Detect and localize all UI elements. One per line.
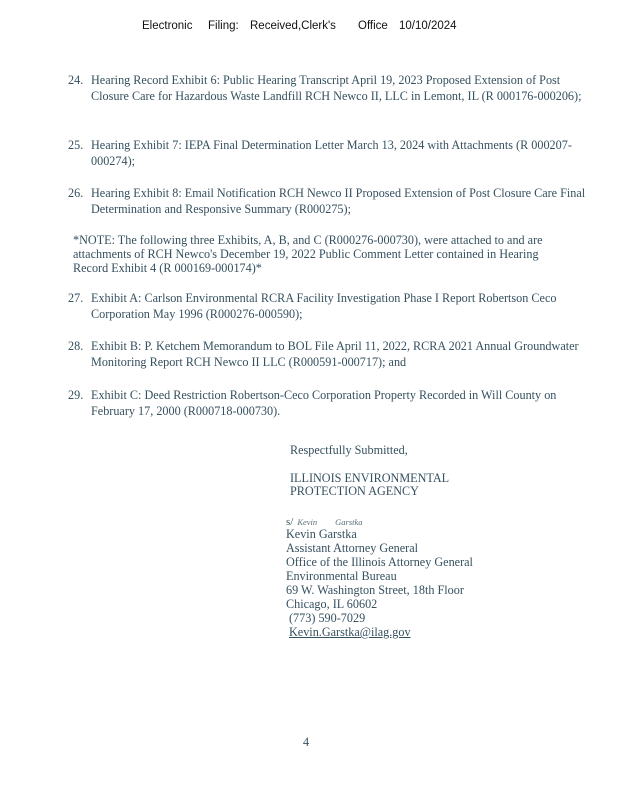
signer-email-link[interactable]: Kevin.Garstka@ilag.gov [289, 625, 411, 639]
signer-bureau: Environmental Bureau [286, 569, 397, 583]
item-number: 28. [68, 339, 84, 353]
item-number: 27. [68, 291, 84, 305]
signer-city: Chicago, IL 60602 [286, 597, 378, 611]
page-number: 4 [303, 735, 310, 749]
item-text: Exhibit B: P. Ketchem Memorandum to BOL File April 11, 2022, RCRA 2021 Annual Groundwater Monitoring Report RCH Newco II LLC (R000591-000717); and [91, 339, 579, 369]
item-number: 24. [68, 73, 84, 87]
item-number: 25. [68, 138, 84, 152]
item-number: 26. [68, 186, 84, 200]
signature-script-first: Kevin [297, 517, 318, 527]
exhibit-list-item [68, 338, 592, 370]
header-filing: Filing: [208, 20, 239, 32]
signature-prefix: s/ [286, 516, 294, 528]
signer-name: Kevin Garstka [286, 527, 357, 541]
header-electronic: Electronic [142, 20, 193, 32]
header-office: Office [358, 20, 388, 32]
item-text: Exhibit A: Carlson Environmental RCRA Facility Investigation Phase I Report Robertson Ceco Corporation May 1996 (R000276-000590); [91, 291, 557, 321]
agency-name-line2: PROTECTION AGENCY [290, 484, 419, 498]
item-text: Exhibit C: Deed Restriction Robertson-Ceco Corporation Property Recorded in Will County on February 17, 2000 (R000718-000730). [91, 388, 557, 418]
header-date: 10/10/2024 [399, 20, 457, 32]
item-number: 29. [68, 388, 84, 402]
header-received: Received,Clerk's [250, 20, 336, 32]
signer-phone: (773) 590-7029 [289, 611, 366, 625]
agency-name-line1: ILLINOIS ENVIRONMENTAL [290, 471, 450, 485]
exhibit-note: *NOTE: The following three Exhibits, A, B, and C (R000276-000730), were attached to and are attachments of RCH Newco's December 19, 2022 Public Comment Letter contained in Hearing Record Exhibit 4 (R 000169-000174)* [73, 233, 543, 275]
exhibit-list-item [68, 185, 592, 217]
closing-line: Respectfully Submitted, [290, 443, 408, 457]
signature-script-last: Garstka [335, 517, 363, 527]
exhibit-list-item [68, 290, 592, 322]
filing-stamp-header [0, 20, 618, 36]
signer-office: Office of the Illinois Attorney General [286, 555, 473, 569]
exhibit-list-item [68, 72, 592, 104]
item-text: Hearing Exhibit 8: Email Notification RCH Newco II Proposed Extension of Post Closure Care Final Determination and Responsive Summary (R000275); [91, 186, 586, 216]
exhibit-list-item [68, 137, 592, 169]
exhibit-list-item [68, 387, 592, 419]
item-text: Hearing Exhibit 7: IEPA Final Determination Letter March 13, 2024 with Attachments (R 000207-000274); [91, 138, 572, 168]
signer-address: 69 W. Washington Street, 18th Floor [286, 583, 464, 597]
signer-title: Assistant Attorney General [286, 541, 419, 555]
item-text: Hearing Record Exhibit 6: Public Hearing Transcript April 19, 2023 Proposed Extension of Post Closure Care for Hazardous Waste Landfill RCH Newco II, LLC in Lemont, IL (R 000176-000206); [91, 73, 582, 103]
